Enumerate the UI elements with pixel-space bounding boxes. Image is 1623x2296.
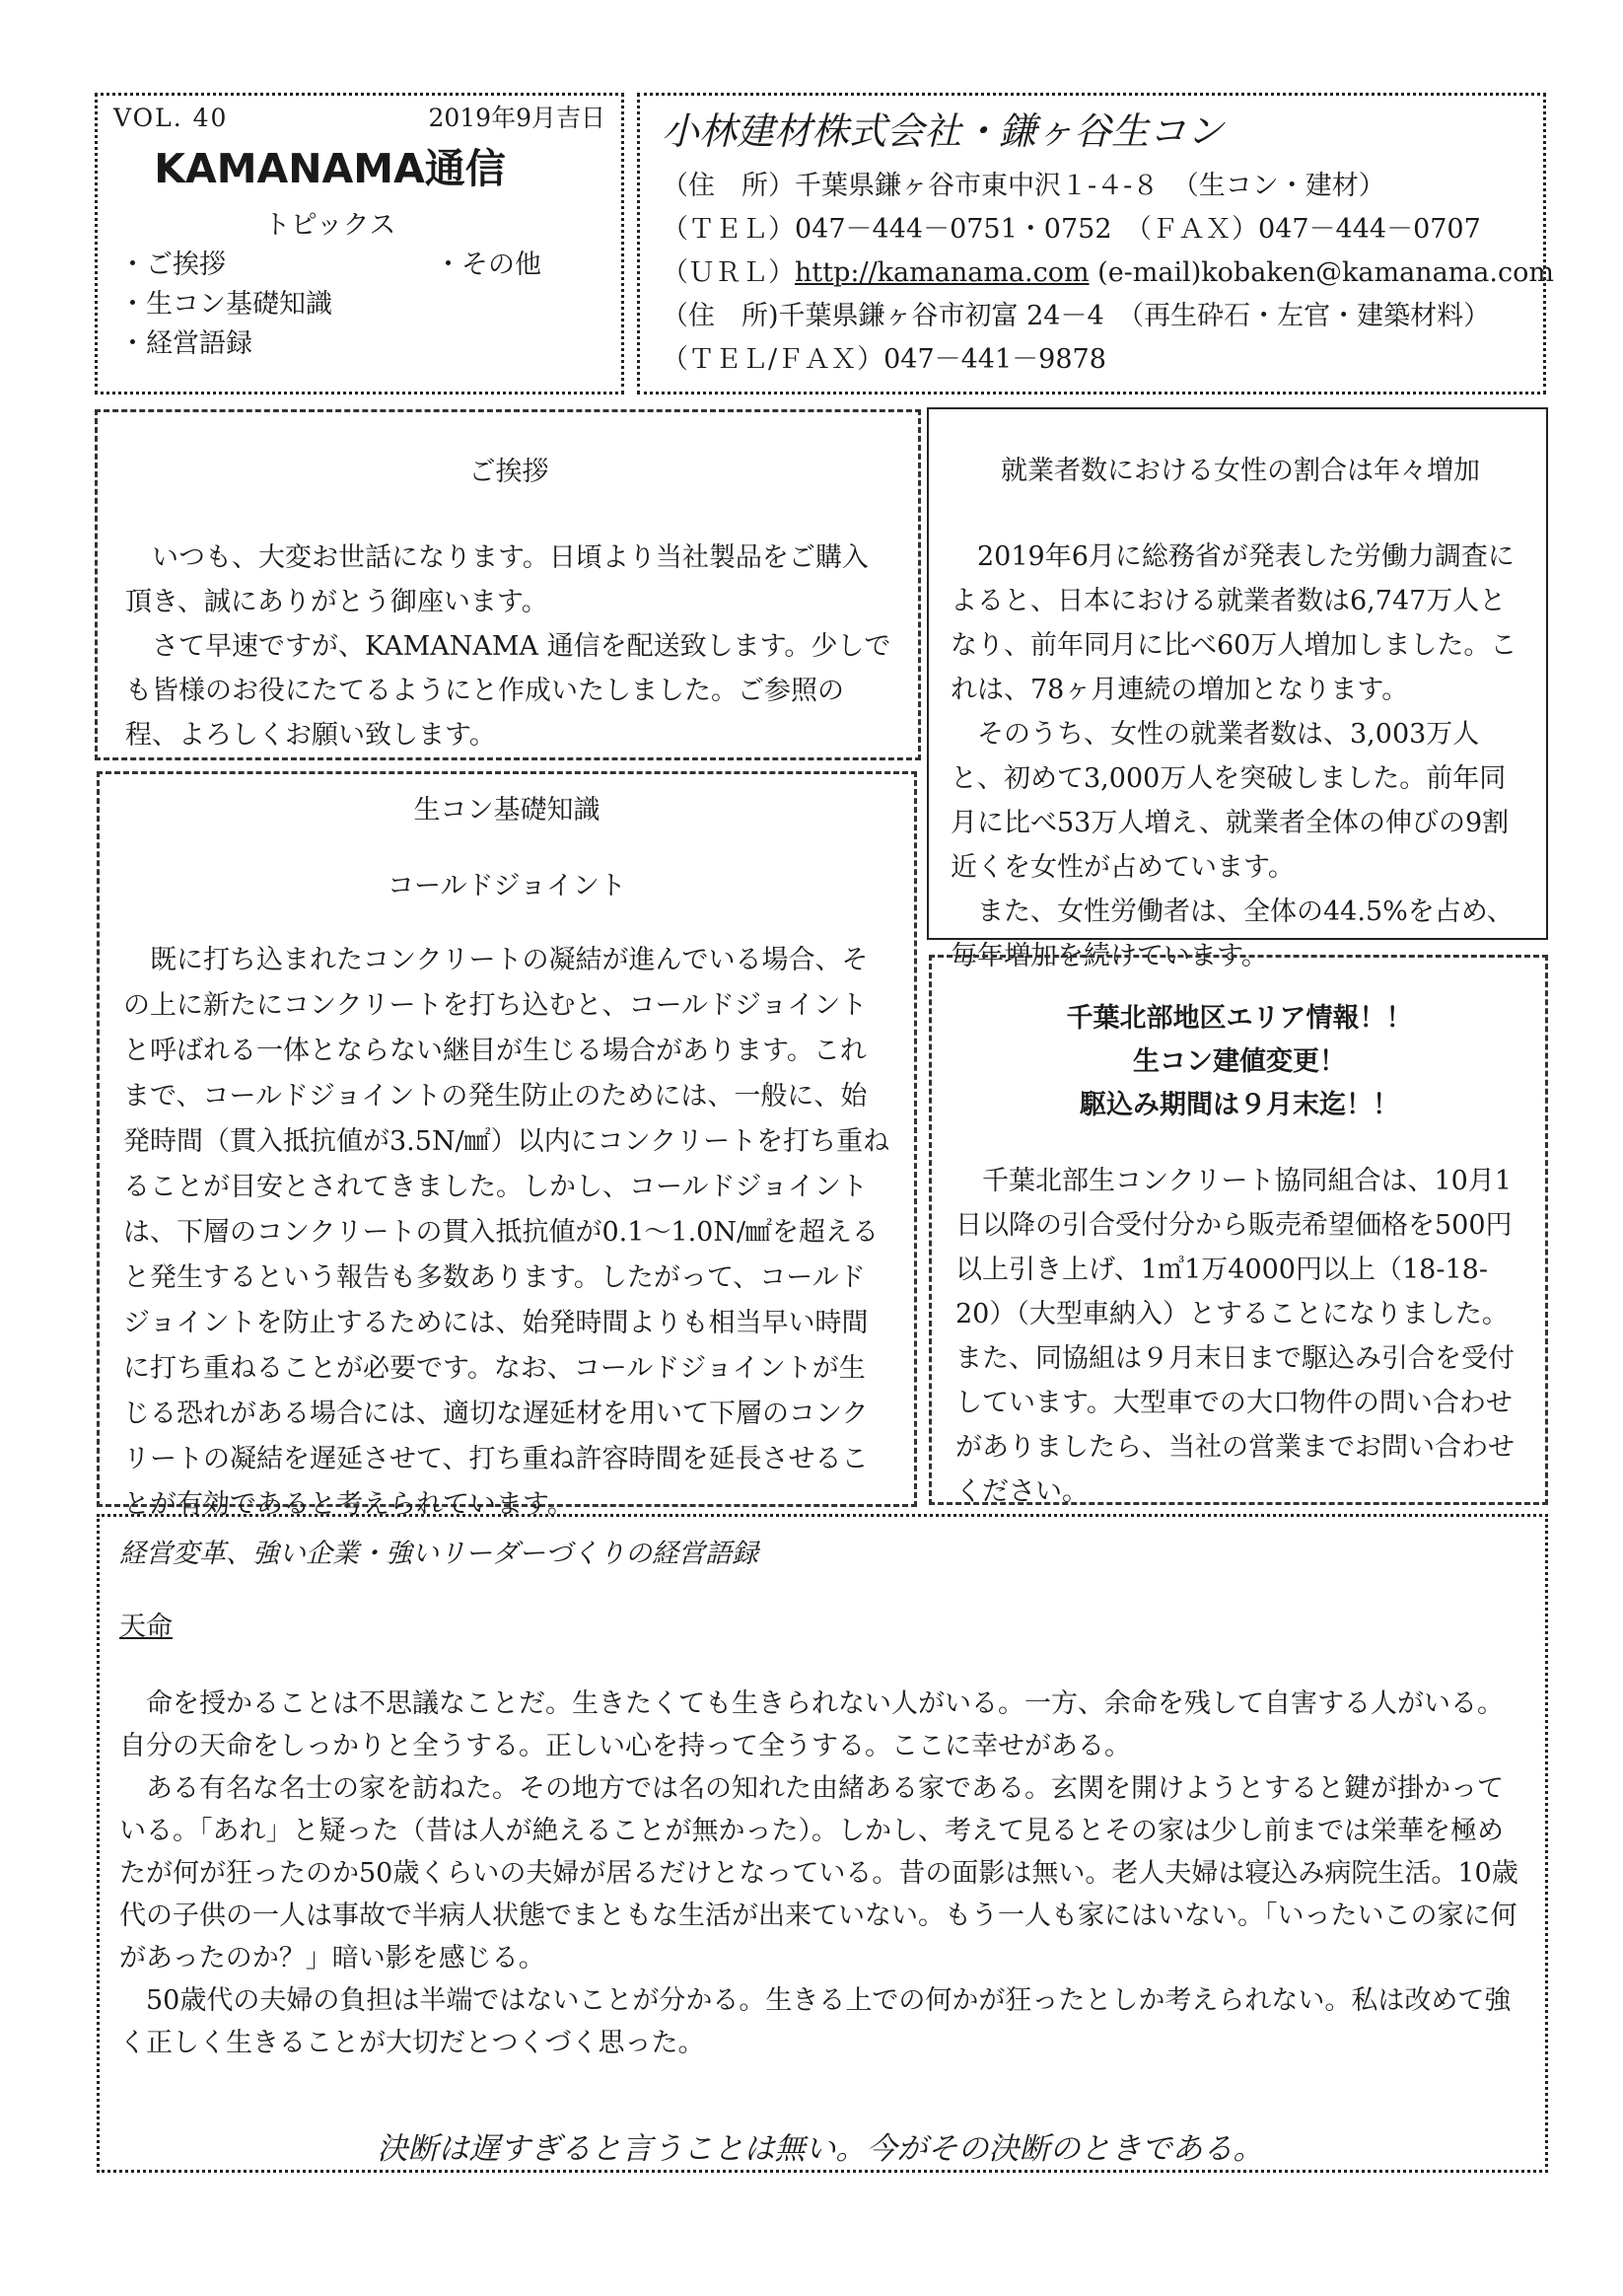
topic-item: ・生コン基礎知識	[119, 289, 332, 320]
women-paragraph: 2019年6月に総務省が発表した労働力調査によると、日本における就業者数は6,747万人となり、前年同月に比べ60万人増加しました。これは、78ヶ月連続の増加となります。	[951, 541, 1517, 705]
quotes-paragraph: 命を授かることは不思議なことだ。生きたくても生きられない人がいる。一方、余命を残して自害する人がいる。自分の天命をしっかりと全うする。正しい心を持って全うする。ここに幸せがある。	[119, 1688, 1504, 1761]
topics-title: トピックス	[263, 210, 396, 241]
branch-address: （住 所)千葉県鎌ヶ谷市初富 24－4 （再生砕石・左官・建築材料）	[662, 301, 1491, 331]
url-label: （ＵＲＬ）	[662, 257, 795, 288]
area-headline: 生コン建値変更！	[1133, 1046, 1346, 1077]
topics-list	[113, 246, 605, 364]
women-paragraph: そのうち、女性の就業者数は、3,003万人と、初めて3,000万人を突破しました。前年同月に比べ53万人増え、就業者全体の伸びの9割近くを女性が占めています。	[951, 719, 1510, 883]
area-headline: 千葉北部地区エリア情報！！	[1066, 1003, 1413, 1034]
management-quotes-box	[97, 1514, 1548, 2173]
issue-line	[113, 102, 605, 135]
quotes-paragraph: ある有名な名士の家を訪ねた。その地方では名の知れた由緒ある家である。玄関を開けようとすると鍵が掛かっている。「あれ」と疑った（昔は人が絶えることが無かった）。しかし、考えて見るとその家は少し前までは栄華を極めたが何が狂ったのか50歳くらいの夫婦が居るだけとなっている。昔の面影は無い。老人夫婦は寝込み病院生活。10歳代の子供の一人は事故で半病人状態でまともな生活が出来ていない。もう一人も家にはいない。「いったいこの家に何があったのか？」暗い影を感じる。	[119, 1773, 1518, 1973]
area-body: 千葉北部生コンクリート協同組合は、10月1日以降の引合受付分から販売希望価格を500円以上引き上げ、1㎥1万4000円以上（18-18-20）（大型車納入）とすることになりました。また、同協組は９月末日まで駆込み引合を受付しています。大型車での大口物件の問い合わせがありましたら、当社の営業までお問い合わせください。	[955, 1166, 1515, 1507]
website-link[interactable]: http://kamanama.com	[795, 257, 1090, 288]
greeting-box	[95, 409, 921, 760]
header-box	[95, 93, 624, 395]
topic-item: ・経営語録	[119, 328, 252, 359]
basics-body: 既に打ち込まれたコンクリートの凝結が進んでいる場合、その上に新たにコンクリートを打ち込むと、コールドジョイントと呼ばれる一体とならない継目が生じる場合があります。これまで、コールドジョイントの発生防止のためには、一般に、始発時間（貫入抵抗値が3.5N/㎟）以内にコンクリートを打ち重ねることが目安とされてきました。しかし、コールドジョイントは、下層のコンクリートの貫入抵抗値が0.1～1.0N/㎟を超えると発生するという報告も多数あります。したがって、コールドジョイントを防止するためには、始発時間よりも相当早い時間に打ち重ねることが必要です。なお、コールドジョイントが生じる恐れがある場合には、適切な遅延材を用いて下層のコンクリートの凝結を遅延させて、打ち重ね許容時間を延長させることが有効であると考えられています。	[123, 945, 890, 1520]
issue-date: 2019年9月吉日	[428, 104, 605, 132]
quotes-subtitle: 天命	[119, 1612, 173, 1642]
company-box	[637, 93, 1554, 395]
women-employment-title: 就業者数における女性の割合は年々増加	[1001, 456, 1480, 486]
topic-item: ・ご挨拶	[119, 250, 226, 280]
greeting-title: ご挨拶	[468, 457, 549, 487]
email-address: (e-mail)kobaken@kamanama.com	[1097, 257, 1554, 288]
concrete-basics-box	[97, 771, 917, 1520]
volume-number: VOL. 40	[113, 104, 229, 132]
branch-tel-fax: （ＴＥＬ/ＦＡＸ）047－441－9878	[662, 344, 1106, 375]
women-paragraph: また、女性労働者は、全体の44.5%を占め、毎年増加を続けています。	[951, 897, 1514, 971]
basics-title: 生コン基礎知識	[413, 795, 600, 825]
basics-subtitle: コールドジョイント	[388, 871, 626, 901]
quotes-paragraph: 50歳代の夫婦の負担は半端ではないことが分かる。生きる上での何かが狂ったとしか考えられない。私は改めて強く正しく生きることが大切だとつくづく思った。	[119, 1985, 1512, 2058]
topic-item: ・その他	[435, 250, 541, 280]
newsletter-title: KAMANAMA通信	[154, 145, 506, 192]
quotes-heading: 経営変革、強い企業・強いリーダーづくりの経営語録	[119, 1539, 758, 1569]
company-address: （住 所）千葉県鎌ヶ谷市東中沢１-４-８ （生コン・建材）	[662, 171, 1385, 201]
greeting-paragraph: いつも、大変お世話になります。日頃より当社製品をご購入頂き、誠にありがとう御座います。	[125, 542, 869, 617]
greeting-paragraph: さて早速ですが、KAMANAMA 通信を配送致します。少しでも皆様のお役にたてるようにと作成いたしました。ご参照の程、よろしくお願い致します。	[125, 631, 891, 751]
quotes-closing: 決断は遅すぎると言うことは無い。今がその決断のときである。	[377, 2131, 1264, 2167]
women-employment-box	[927, 407, 1548, 971]
company-name: 小林建材株式会社・鎌ヶ谷生コン	[662, 109, 1225, 153]
company-url-line	[662, 251, 1554, 295]
area-info-box	[929, 955, 1548, 1505]
company-tel-fax: （ＴＥＬ）047－444－0751・0752 （ＦＡＸ）047－444－0707	[662, 214, 1481, 245]
area-headline: 駆込み期間は９月末迄！！	[1080, 1090, 1399, 1120]
